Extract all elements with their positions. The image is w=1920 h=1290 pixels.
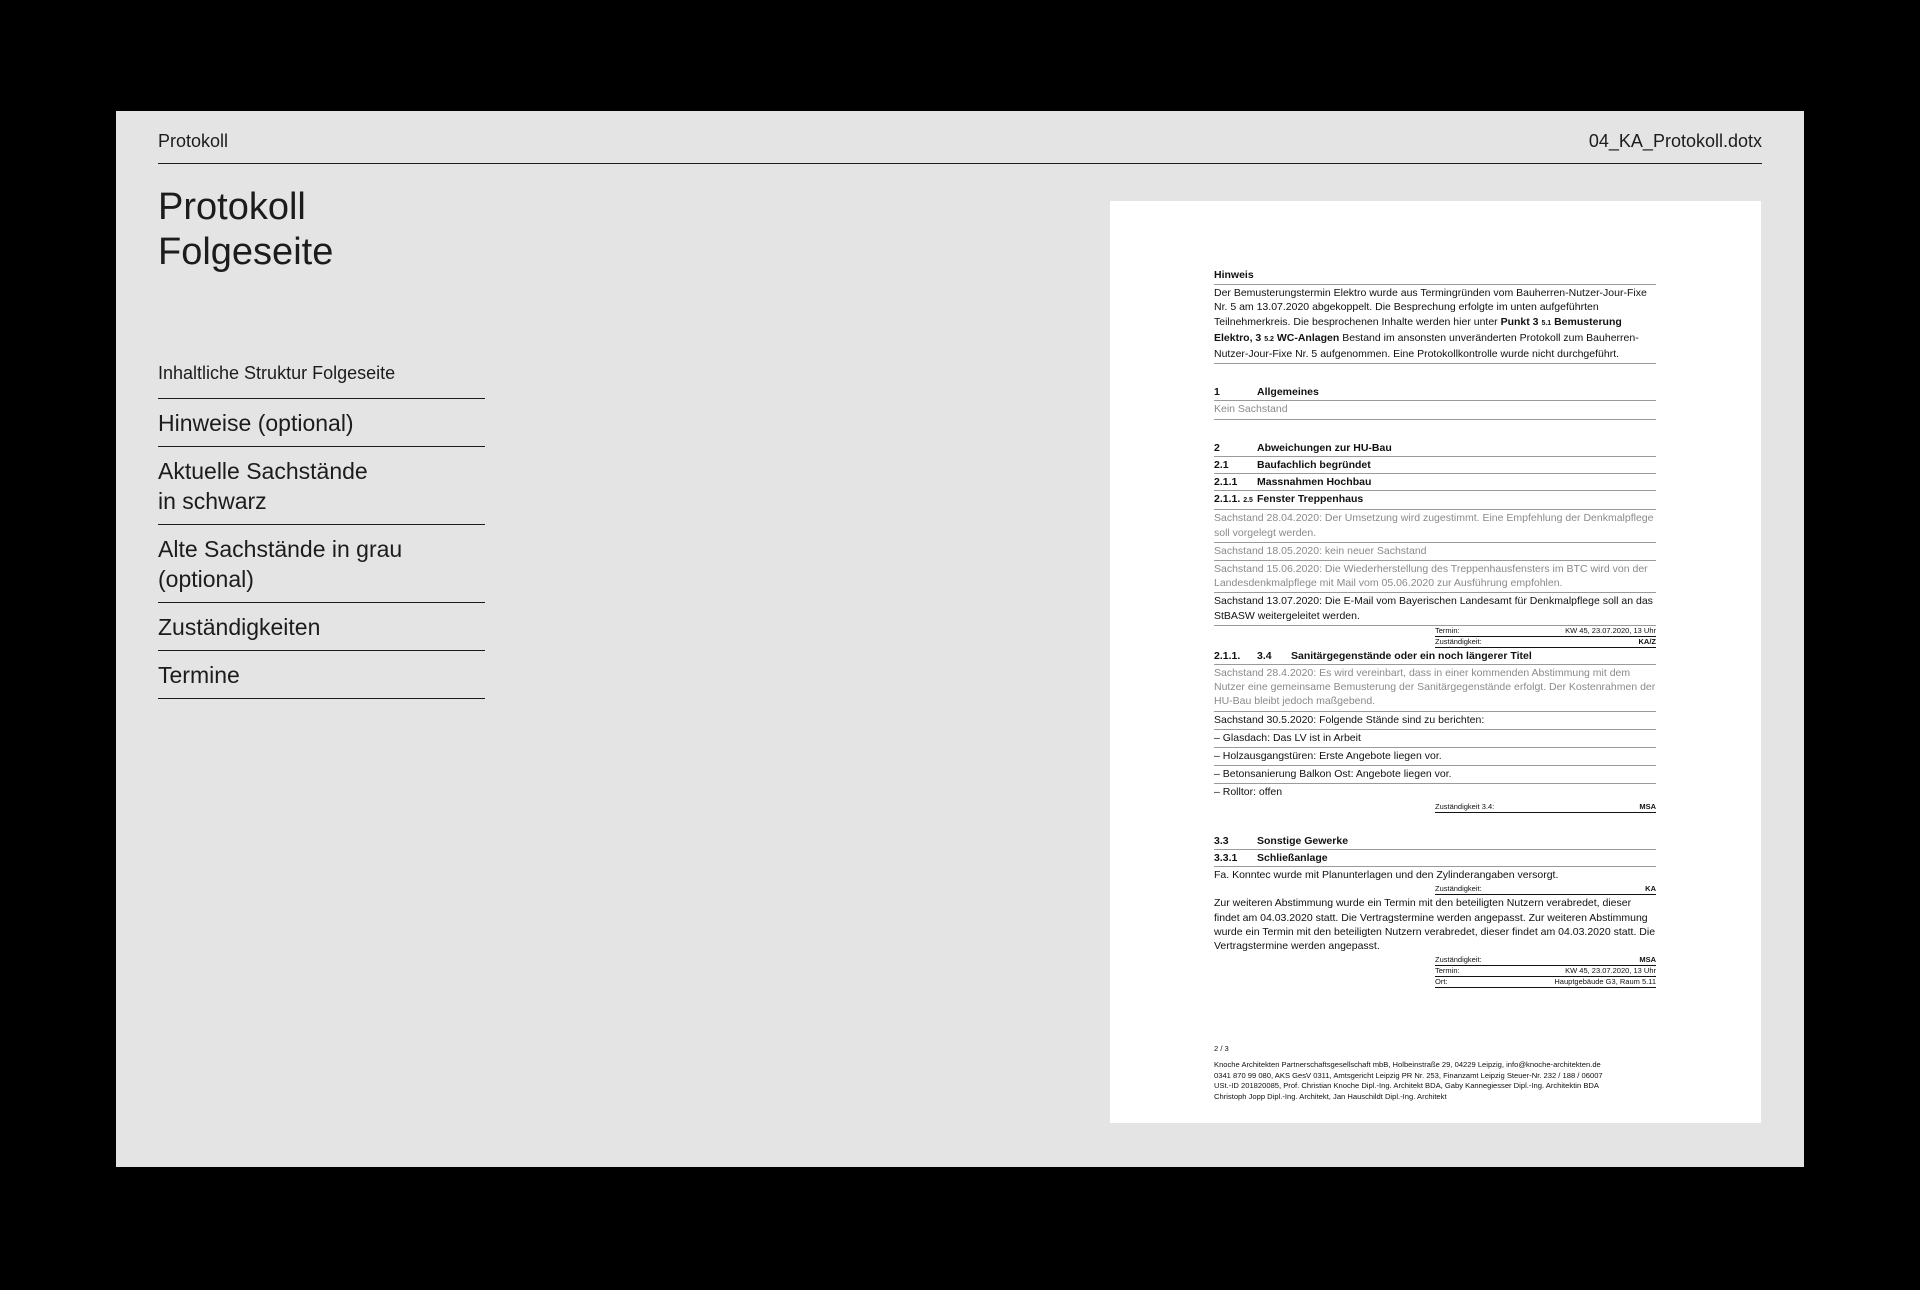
section-title: Schließanlage: [1257, 851, 1328, 864]
structure-item-aktuelle: [158, 447, 485, 525]
meta-row-zustaendigkeit: Zuständigkeit: KA/Z: [1435, 636, 1656, 646]
list-item: – Betonsanierung Balkon Ost: Angebote liegen vor.: [1214, 766, 1656, 784]
footer-line: Knoche Architekten Partnerschaftsgesellschaft mbB, Holbeinstraße 29, 04229 Leipzig, info@knoche-architekten.de: [1214, 1059, 1601, 1069]
sachstand-current: Fa. Konntec wurde mit Planunterlagen und den Zylinderangaben versorgt.: [1214, 869, 1559, 882]
section-number: 2.1.1.: [1214, 649, 1241, 662]
meta-block: [1435, 884, 1656, 895]
page-number: 2 / 3: [1214, 1044, 1229, 1053]
section-number: 2.1.1. 2.5: [1214, 493, 1253, 506]
section-title: Allgemeines: [1257, 386, 1319, 399]
section-title: Massnahmen Hochbau: [1257, 476, 1372, 489]
meta-row-termin: Termin: KW 45, 23.07.2020, 13 Uhr: [1435, 966, 1656, 976]
meta-row-zustaendigkeit: Zuständigkeit: KA: [1435, 884, 1656, 894]
section-title: Sonstige Gewerke: [1257, 834, 1349, 847]
section-title: Fenster Treppenhaus: [1257, 493, 1364, 506]
page-title: [158, 185, 333, 275]
presentation-slide: [116, 111, 1804, 1167]
hinweis-bold-2: Bemusterung Elektro, 3: [1214, 315, 1622, 344]
section-number: 1: [1214, 386, 1220, 399]
section-title: Baufachlich begründet: [1257, 458, 1371, 471]
section-title: Abweichungen zur HU-Bau: [1257, 441, 1392, 454]
meta-row-zustaendigkeit: Zuständigkeit 3.4: MSA: [1435, 801, 1656, 811]
structure-item-label-2: (optional): [158, 566, 254, 592]
sachstand-current: Sachstand 30.5.2020: Folgende Stände sind zu berichten:: [1214, 712, 1656, 730]
section-heading: [1214, 440, 1656, 457]
structure-item-label: Termine: [158, 662, 240, 688]
footer-line: Christoph Jopp Dipl.-Ing. Architekt, Jan Hauschildt Dipl.-Ing. Architekt: [1214, 1092, 1447, 1102]
document-footer: [1214, 1044, 1656, 1103]
structure-item-label: Alte Sachstände in grau: [158, 536, 403, 562]
section-heading: [1214, 833, 1656, 850]
sachstand-old: Kein Sachstand: [1214, 401, 1656, 419]
footer-line: USt.-ID 201820085, Prof. Christian Knoche Dipl.-Ing. Architekt BDA, Gaby Kannegiesser Dipl.-Ing. Architektin BDA: [1214, 1081, 1599, 1091]
sachstand-current: Zur weiteren Abstimmung wurde ein Termin mit den beteiligten Nutzern verabredet, dieser findet am 04.03.2020 statt. Die Vertragstermine werden angepasst. Zur weiteren Abstimmung wurde ein Termin mit den beteiligten Nutzern verabredet, dieser findet am 04.03.2020 statt. Die Vertragstermine werden angepasst.: [1214, 897, 1656, 952]
header-title: Protokoll: [158, 131, 229, 151]
structure-list: [158, 363, 485, 699]
meta-block: [1435, 802, 1656, 813]
structure-item-label-2: in schwarz: [158, 488, 267, 514]
meta-row-zustaendigkeit: Zuständigkeit: MSA: [1435, 955, 1656, 965]
section-heading: [1214, 457, 1656, 474]
section-title: Sanitärgegenstände oder ein noch längerer Titel: [1291, 649, 1532, 662]
hinweis-label: Hinweis: [1214, 267, 1656, 285]
document-preview-page: [1110, 201, 1761, 1123]
sachstand-old: Sachstand 28.04.2020: Der Umsetzung wird zugestimmt. Eine Empfehlung der Denkmalpflege soll vorgelegt werden.: [1214, 510, 1656, 542]
hinweis-text: [1214, 285, 1656, 364]
hinweis-small-2: 5.2: [1264, 335, 1274, 343]
structure-item-termine: [158, 651, 485, 699]
title-line-1: Protokoll: [158, 186, 306, 228]
sachstand-old: Sachstand 15.06.2020: Die Wiederherstellung des Treppenhausfensters im BTC wird von der Landesdenkmalpflege mit Mail vom 05.06.2020 zur Ausführung empfohlen.: [1214, 561, 1656, 593]
footer-line: 0341 870 99 080, AKS GesV 0311, Amtsgericht Leipzig PR Nr. 253, Finanzamt Leipzig Steuer-Nr. 232 / 188 / 06007: [1214, 1070, 1603, 1080]
section-heading: [1214, 850, 1656, 867]
section-number: 2.1.1: [1214, 476, 1238, 489]
title-line-2: Folgeseite: [158, 231, 334, 273]
section-heading: [1214, 384, 1656, 401]
list-item: – Holzausgangstüren: Erste Angebote liegen vor.: [1214, 748, 1656, 766]
meta-row-termin: Termin: KW 45, 23.07.2020, 13 Uhr: [1435, 625, 1656, 635]
structure-item-label: Aktuelle Sachstände: [158, 458, 368, 484]
hinweis-bold-3: WC-Anlagen: [1276, 331, 1340, 344]
structure-item-label: Zuständigkeiten: [158, 614, 321, 640]
structure-item-zustaendigkeiten: [158, 603, 485, 651]
section-number: 3.3: [1214, 834, 1229, 847]
section-subnumber: 3.4: [1257, 649, 1272, 662]
meta-row-ort: Ort: Hauptgebäude G3, Raum 5.11: [1435, 977, 1656, 987]
section-number: 2.1: [1214, 458, 1229, 471]
sachstand-old: Sachstand 28.4.2020: Es wird vereinbart, dass in einer kommenden Abstimmung mit dem Nutzer eine gemeinsame Bemusterung der Sanitärgegenstände erfolgt. Der Kostenrahmen der HU-Bau bleibt jedoch maßgebend.: [1214, 665, 1656, 712]
document-body: [1214, 267, 1656, 988]
hinweis-text-1: Der Bemusterungstermin Elektro wurde aus Termingründen vom Bauherren-Nutzer-Jour-Fixe Nr. 5 am 13.07.2020 abgekoppelt. Die Besprechung erfolgte im unten aufgeführten Teilnehmerkreis. Die besprochenen Inhalte werden hier unter: [1214, 287, 1647, 328]
structure-item-label: Hinweise (optional): [158, 410, 354, 436]
hinweis-text-2: Bestand im ansonsten unveränderten Protokoll zum Bauherren-Nutzer-Jour-Fixe Nr. 5 aufgenommen. Eine Protokollkontrolle wurde nicht durchgeführt.: [1214, 331, 1639, 361]
meta-block: [1435, 626, 1656, 648]
section-heading: [1214, 491, 1656, 510]
sachstand-old: Sachstand 18.05.2020: kein neuer Sachstand: [1214, 543, 1656, 561]
list-item: – Glasdach: Das LV ist in Arbeit: [1214, 730, 1656, 748]
hinweis-bold-1: Punkt 3: [1500, 315, 1539, 328]
hinweis-small-1: 5.1: [1541, 319, 1552, 327]
structure-item-hinweise: [158, 399, 485, 447]
section-heading: [1214, 648, 1656, 665]
structure-item-alte: [158, 525, 485, 603]
meta-block: [1435, 955, 1656, 988]
section-number: 2: [1214, 441, 1220, 454]
sachstand-current: Sachstand 13.07.2020: Die E-Mail vom Bayerischen Landesamt für Denkmalpflege soll an das StBASW weitergeleitet werden.: [1214, 593, 1656, 625]
section-subnumber: 2.5: [1243, 497, 1253, 505]
section-number: 3.3.1: [1214, 851, 1238, 864]
section-heading: [1214, 474, 1656, 491]
list-item: – Rolltor: offen: [1214, 786, 1283, 799]
header-filename: 04_KA_Protokoll.dotx: [1588, 131, 1762, 151]
structure-heading: Inhaltliche Struktur Folgeseite: [158, 363, 485, 399]
header-divider: [158, 163, 1762, 164]
